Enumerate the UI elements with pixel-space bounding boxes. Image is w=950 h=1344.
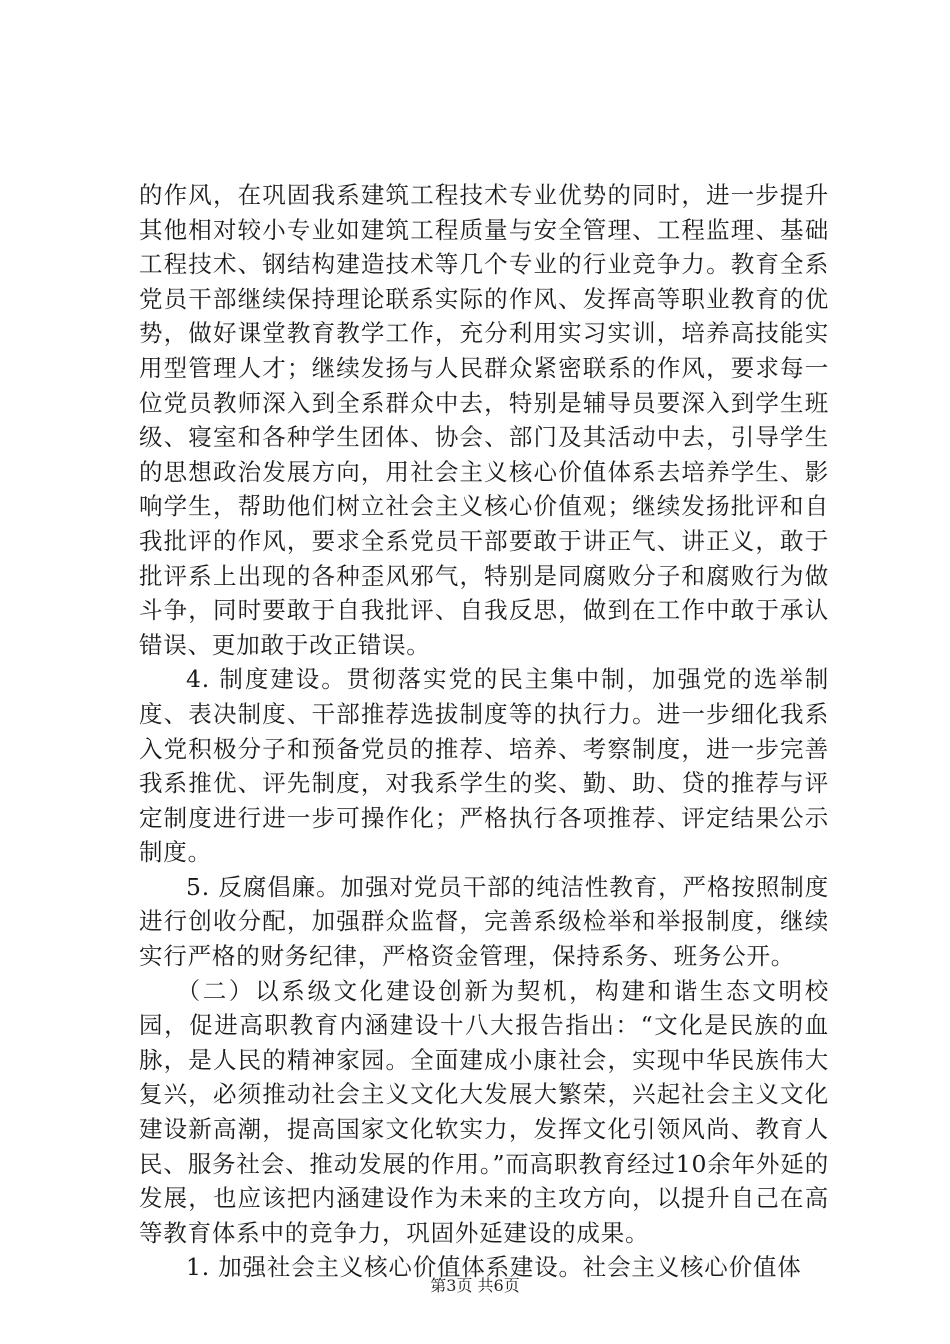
page-footer: 第3页 共6页 — [430, 1276, 520, 1295]
document-body — [139, 178, 829, 1285]
paragraph-continuation: 的作风，在巩固我系建筑工程技术专业优势的同时，进一步提升其他相对较小专业如建筑工程质量与安全管理、工程监理、基础工程技术、钢结构建造技术等几个专业的行业竞争力。教育全系党员干部继续保持理论联系实际的作风、发挥高等职业教育的优势，做好课堂教育教学工作，充分利用实习实训，培养高技能实用型管理人才；继续发扬与人民群众紧密联系的作风，要求每一位党员教师深入到全系群众中去，特别是辅导员要深入到学生班级、寝室和各种学生团体、协会、部门及其活动中去，引导学生的思想政治发展方向，用社会主义核心价值体系去培养学生、影响学生，帮助他们树立社会主义核心价值观；继续发扬批评和自我批评的作风，要求全系党员干部要敢于讲正气、讲正义，敢于批评系上出现的各种歪风邪气，特别是同腐败分子和腐败行为做斗争，同时要敢于自我批评、自我反思，做到在工作中敢于承认错误、更加敢于改正错误。 — [139, 181, 829, 659]
paragraph-core-values: 1. 加强社会主义核心价值体系建设。社会主义核心价值体 — [186, 1253, 802, 1282]
paragraph-institution-building: 4. 制度建设。贯彻落实党的民主集中制，加强党的选举制度、表决制度、干部推荐选拔制度等的执行力。进一步细化我系入党积极分子和预备党员的推荐、培养、考察制度，进一步完善我系推优、评先制度，对我系学生的奖、勤、助、贷的推荐与评定制度进行进一步可操作化；严格执行各项推荐、评定结果公示制度。 — [139, 665, 829, 867]
paragraph-anti-corruption: 5. 反腐倡廉。加强对党员干部的纯洁性教育，严格按照制度进行创收分配，加强群众监督，完善系级检举和举报制度，继续实行严格的财务纪律，严格资金管理，保持系务、班务公开。 — [139, 872, 829, 971]
paragraph-section-two: （二）以系级文化建设创新为契机，构建和谐生态文明校园，促进高职教育内涵建设十八大报告指出：“文化是民族的血脉，是人民的精神家园。全面建成小康社会，实现中华民族伟大复兴，必须推动社会主义文化大发展大繁荣，兴起社会主义文化建设新高潮，提高国家文化软实力，发挥文化引领风尚、教育人民、服务社会、推动发展的作用。”而高职教育经过10余年外延的发展，也应该把内涵建设作为未来的主攻方向，以提升自己在高等教育体系中的竞争力，巩固外延建设的成果。 — [139, 976, 829, 1247]
